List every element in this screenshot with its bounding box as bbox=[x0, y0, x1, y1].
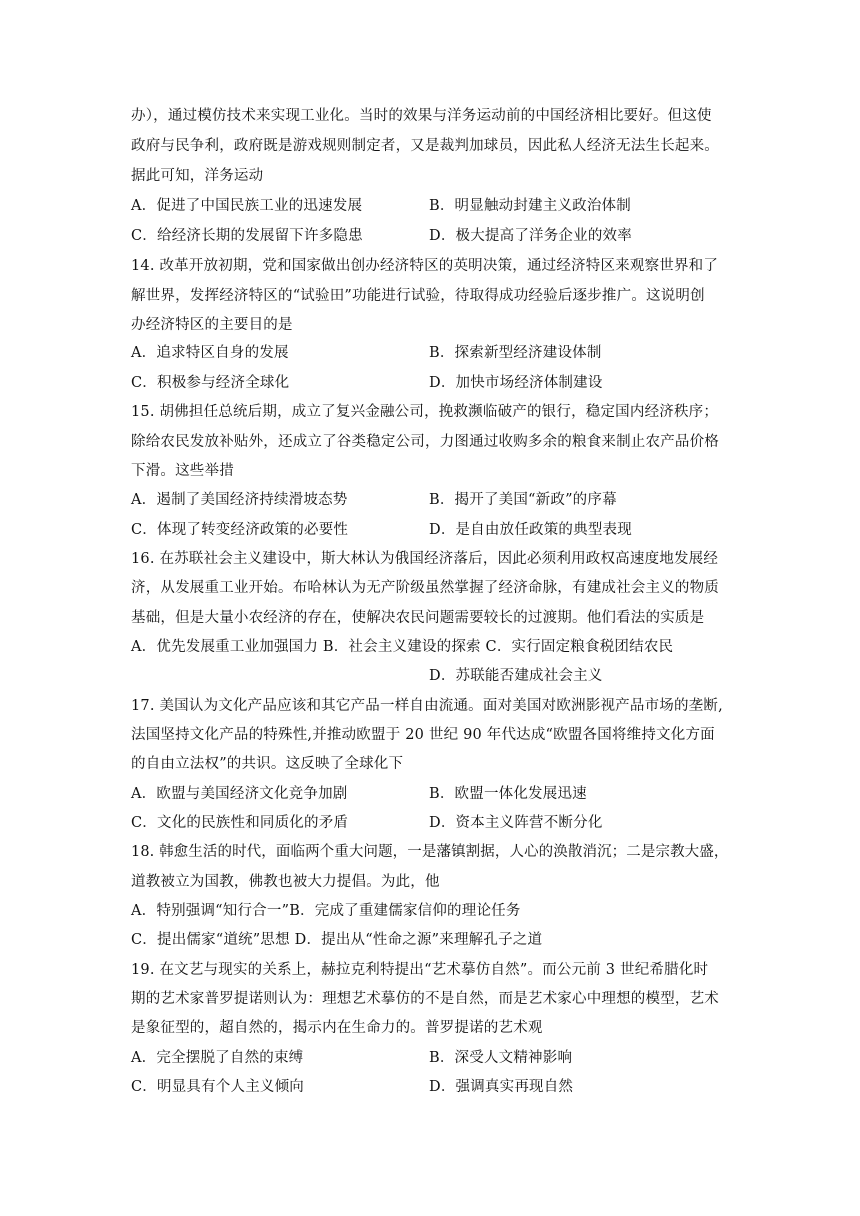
question-13-option-b: B．明显触动封建主义政治体制 bbox=[429, 198, 631, 214]
question-19-option-a: A．完全摆脱了自然的束缚 bbox=[131, 1050, 304, 1066]
question-15-text-line-3: 下滑。这些举措 bbox=[131, 463, 234, 479]
question-18-text-line-2: 道教被立为国教，佛教也被大力提倡。为此，他 bbox=[131, 874, 440, 890]
question-16-option-d: D．苏联能否建成社会主义 bbox=[429, 668, 603, 684]
question-13-option-a: A．促进了中国民族工业的迅速发展 bbox=[131, 198, 363, 214]
question-15-option-d: D．是自由放任政策的典型表现 bbox=[429, 522, 632, 538]
question-18-options-ab: A．特别强调“知行合一”B．完成了重建儒家信仰的理论任务 bbox=[131, 903, 521, 919]
question-15-option-b: B．揭开了美国“新政”的序幕 bbox=[429, 492, 617, 508]
question-17-text-line-2: 法国坚持文化产品的特殊性,并推动欧盟于 20 世纪 90 年代达成“欧盟各国将维持文化方面 bbox=[131, 727, 715, 743]
question-16-text-line-3: 基础，但是大量小农经济的存在，使解决农民问题需要较长的过渡期。他们看法的实质是 bbox=[131, 610, 705, 626]
question-15-option-a: A．遏制了美国经济持续滑坡态势 bbox=[131, 492, 348, 508]
question-19-text-line-3: 是象征型的，超自然的，揭示内在生命力的。普罗提诺的艺术观 bbox=[131, 1020, 543, 1036]
question-15-text-line-1: 15. 胡佛担任总统后期，成立了复兴金融公司，挽救濒临破产的银行，稳定国内经济秩序； bbox=[131, 404, 719, 420]
question-15-text-line-2: 除给农民发放补贴外，还成立了谷类稳定公司，力图通过收购多余的粮食来制止农产品价格 bbox=[131, 434, 719, 450]
question-13-text-line-2: 政府与民争利，政府既是游戏规则制定者，又是裁判加球员，因此私人经济无法生长起来。 bbox=[131, 138, 719, 154]
question-13-text-line-3: 据此可知，洋务运动 bbox=[131, 168, 264, 184]
question-17-option-b: B．欧盟一体化发展迅速 bbox=[429, 786, 587, 802]
question-15-option-c: C．体现了转变经济政策的必要性 bbox=[131, 522, 349, 538]
question-17-text-line-3: 的自由立法权”的共识。这反映了全球化下 bbox=[131, 756, 404, 772]
question-14-option-c: C．积极参与经济全球化 bbox=[131, 375, 290, 391]
question-19-text-line-1: 19. 在文艺与现实的关系上，赫拉克利特提出“艺术摹仿自然”。而公元前 3 世纪希腊化时 bbox=[131, 962, 709, 978]
question-14-option-b: B．探索新型经济建设体制 bbox=[429, 345, 602, 361]
question-13-option-c: C．给经济长期的发展留下许多隐患 bbox=[131, 228, 363, 244]
question-18-options-cd: C．提出儒家“道统”思想 D．提出从“性命之源”来理解孔子之道 bbox=[131, 932, 543, 948]
question-18-text-line-1: 18. 韩愈生活的时代，面临两个重大问题，一是藩镇割据，人心的涣散消沉；二是宗教大盛， bbox=[131, 844, 729, 860]
question-17-option-c: C．文化的民族性和同质化的矛盾 bbox=[131, 815, 349, 831]
question-19-option-b: B．深受人文精神影响 bbox=[429, 1050, 573, 1066]
question-17-text-line-1: 17. 美国认为文化产品应该和其它产品一样自由流通。面对美国对欧洲影视产品市场的垄断, bbox=[131, 698, 723, 714]
question-19-option-d: D．强调真实再现自然 bbox=[429, 1079, 574, 1095]
question-17-option-d: D．资本主义阵营不断分化 bbox=[429, 815, 603, 831]
question-16-text-line-2: 济，从发展重工业开始。布哈林认为无产阶级虽然掌握了经济命脉，有建成社会主义的物质 bbox=[131, 580, 719, 596]
question-19-text-line-2: 期的艺术家普罗提诺则认为：理想艺术摹仿的不是自然，而是艺术家心中理想的模型，艺术 bbox=[131, 991, 719, 1007]
question-17-option-a: A．欧盟与美国经济文化竞争加剧 bbox=[131, 786, 348, 802]
question-13-text-line-1: 办），通过模仿技术来实现工业化。当时的效果与洋务运动前的中国经济相比要好。但这使 bbox=[131, 108, 712, 124]
question-14-option-d: D．加快市场经济体制建设 bbox=[429, 375, 603, 391]
question-13-option-d: D．极大提高了洋务企业的效率 bbox=[429, 228, 632, 244]
question-14-text-line-2: 解世界，发挥经济特区的“试验田”功能进行试验，待取得成功经验后逐步推广。这说明创 bbox=[131, 288, 705, 304]
question-19-option-c: C．明显具有个人主义倾向 bbox=[131, 1079, 304, 1095]
question-14-text-line-3: 办经济特区的主要目的是 bbox=[131, 317, 293, 333]
question-16-options-abc: A．优先发展重工业加强国力 B．社会主义建设的探索 C．实行固定粮食税团结农民 bbox=[131, 639, 674, 655]
question-16-text-line-1: 16. 在苏联社会主义建设中，斯大林认为俄国经济落后，因此必须利用政权高速度地发展经 bbox=[131, 551, 719, 567]
question-14-option-a: A．追求特区自身的发展 bbox=[131, 345, 289, 361]
question-14-text-line-1: 14. 改革开放初期，党和国家做出创办经济特区的英明决策，通过经济特区来观察世界和了 bbox=[131, 258, 719, 274]
